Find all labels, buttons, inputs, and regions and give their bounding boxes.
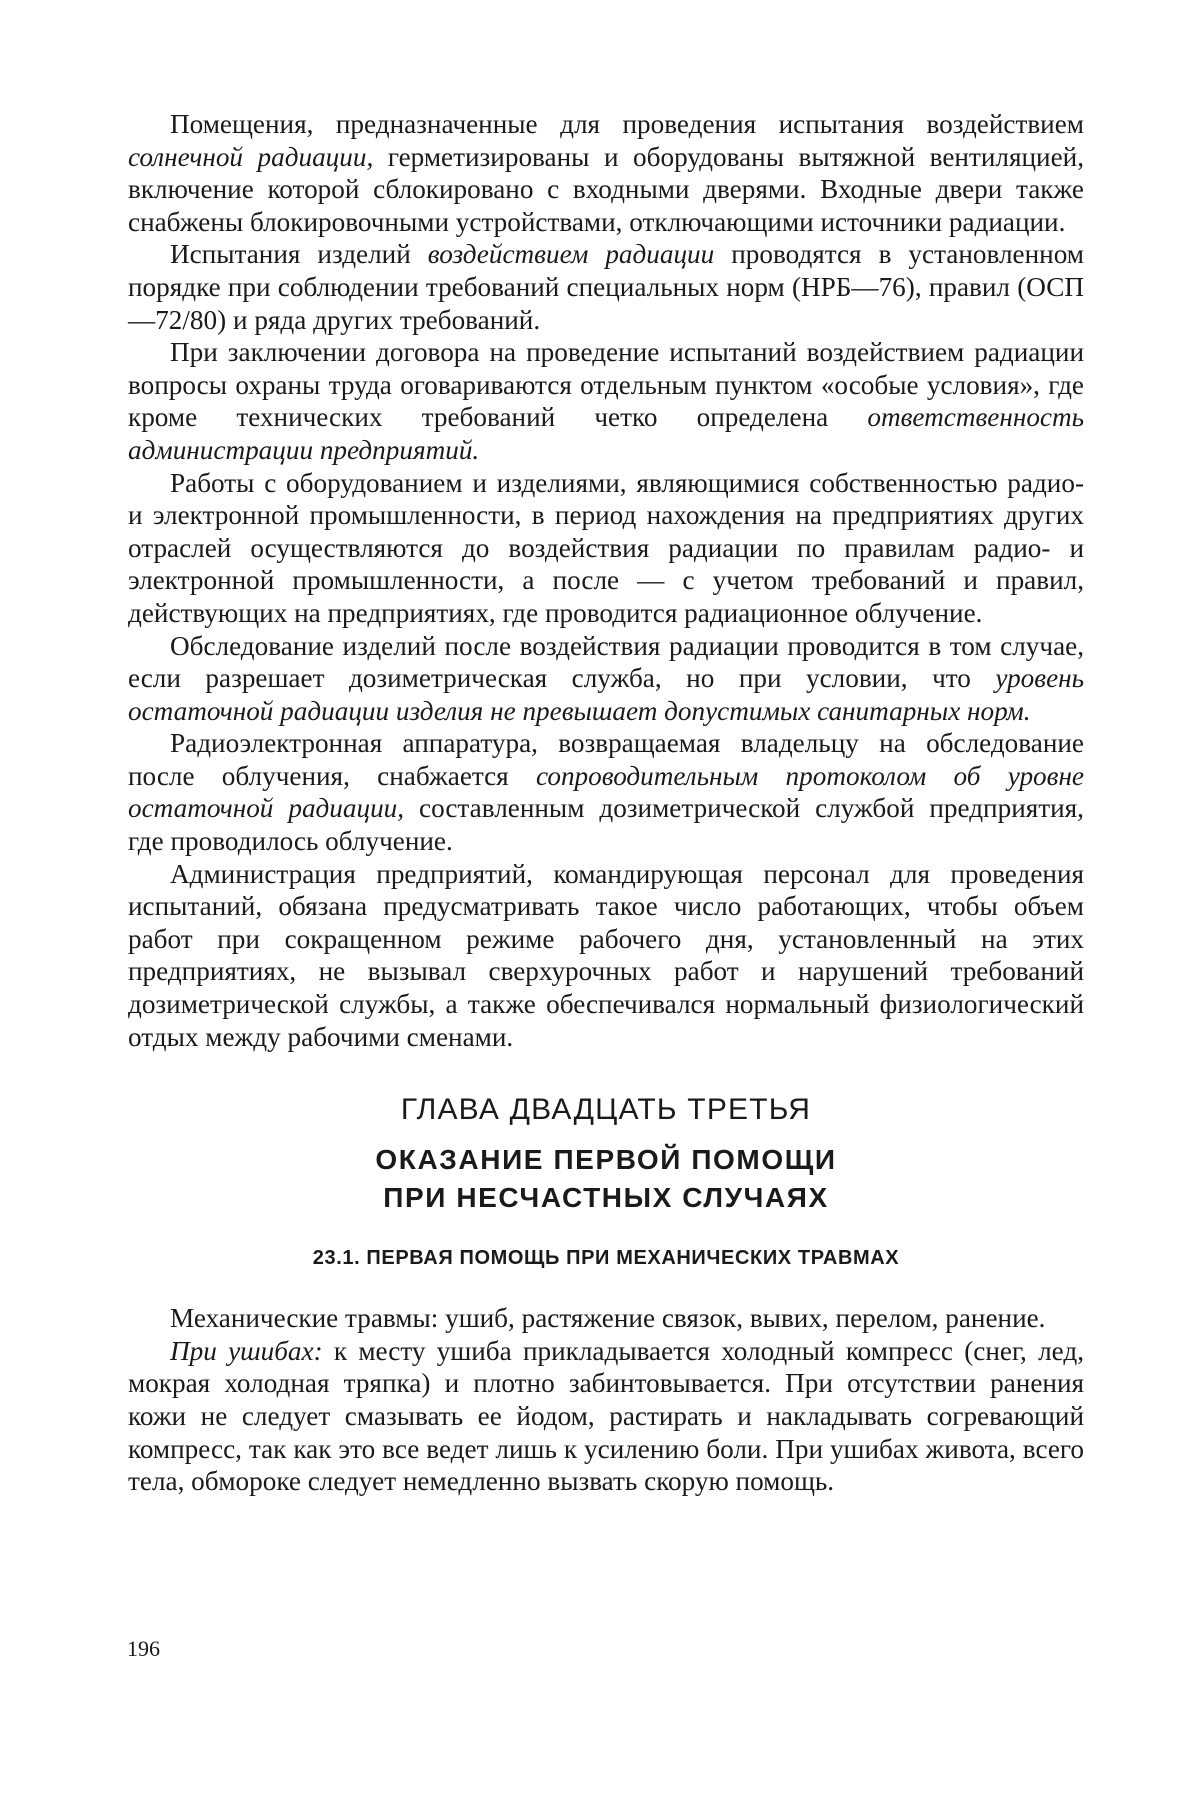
book-page <box>128 108 1084 1498</box>
emphasis-text: воздействием радиации <box>427 239 715 270</box>
paragraph-text: проводятся в установленном порядке при соблюдении требований специальных норм (НРБ—76), правил (ОСП—72/80) и ряда других требований. <box>128 239 1084 335</box>
paragraph-text: Радиоэлектронная аппаратура, возвращаемая владельцу на обследование после облучения, снабжается <box>128 728 1084 791</box>
top-paragraph-2 <box>128 238 1084 336</box>
paragraph-text: Администрация предприятий, командирующая персонал для проведения испытаний, обязана предусматривать такое число работающих, чтобы объем работ при сокращенном режиме рабочего дня, установленный на этих предприятиях, не вызывал сверхурочных работ и нарушений требований дозиметрической службы, а также обеспечивался нормальный физиологический отдых между рабочими сменами. <box>128 858 1084 1052</box>
bottom-paragraph-2 <box>128 1335 1084 1498</box>
section-heading: 23.1. ПЕРВАЯ ПОМОЩЬ ПРИ МЕХАНИЧЕСКИХ ТРАВМАХ <box>312 1247 900 1270</box>
emphasis-text: уровень остаточной радиации изделия не превышает допустимых санитарных норм. <box>128 663 1084 726</box>
paragraph-text: к месту ушиба прикладывается холодный компресс (снег, лед, мокрая холодная тряпка) и плотно забинтовывается. При отсутствии ранения кожи не следует смазывать ее йодом, растирать и накладывать согревающий компресс, так как это все ведет лишь к усилению боли. При ушибах живота, всего тела, обмороке следует немедленно вызвать скорую помощь. <box>128 1335 1084 1497</box>
chapter-title-line-1: ОКАЗАНИЕ ПЕРВОЙ ПОМОЩИ <box>375 1144 837 1176</box>
top-paragraph-5 <box>128 630 1084 728</box>
paragraph-text: При заключении договора на проведение испытаний воздействием радиации вопросы охраны труда оговариваются отдельным пунктом «особые условия», где кроме технических требований четко определена <box>128 337 1084 433</box>
chapter-number: ГЛАВА ДВАДЦАТЬ ТРЕТЬЯ <box>400 1093 812 1127</box>
body-text-bottom <box>128 1302 1084 1498</box>
emphasis-text: сопроводительным протоколом об уровне остаточной радиации, <box>128 760 1084 824</box>
body-text-top <box>128 108 1084 1053</box>
top-paragraph-7 <box>128 858 1084 1054</box>
paragraph-text: составленным дозиметрической службой предприятия, где проводилось облучение. <box>128 793 1084 857</box>
emphasis-text: солнечной радиации, <box>128 141 374 172</box>
chapter-heading <box>128 1093 1084 1217</box>
page-number: 196 <box>127 1636 160 1661</box>
paragraph-text: Работы с оборудованием и изделиями, являющимися собственностью радио- и электронной промышленности, в период нахождения на предприятиях других отраслей осуществляются до воздействия радиации по правилам радио- и электронной промышленности, а после — с учетом требований и правил, действующих на предприятиях, где проводится радиационное облучение. <box>128 467 1084 628</box>
emphasis-text: При ушибах: <box>170 1335 323 1366</box>
paragraph-text: герметизированы и оборудованы вытяжной вентиляцией, включение которой сблокировано с входными дверями. Входные двери также снабжены блокировочными устройствами, отключающими источники радиации. <box>128 141 1084 237</box>
paragraph-text: Механические травмы: ушиб, растяжение связок, вывих, перелом, ранение. <box>170 1303 1046 1334</box>
paragraph-text: Испытания изделий <box>170 239 428 270</box>
top-paragraph-1 <box>128 108 1084 238</box>
paragraph-text: Помещения, предназначенные для проведения испытания воздействием <box>170 109 1084 139</box>
chapter-title-line-2: ПРИ НЕСЧАСТНЫХ СЛУЧАЯХ <box>383 1182 829 1214</box>
top-paragraph-4 <box>128 467 1084 630</box>
bottom-paragraph-1 <box>128 1302 1084 1335</box>
paragraph-text: Обследование изделий после воздействия радиации проводится в том случае, если разрешает дозиметрическая служба, но при условии, что <box>128 630 1084 694</box>
top-paragraph-3 <box>128 336 1084 466</box>
emphasis-text: ответственность администрации предприятий. <box>128 402 1084 465</box>
top-paragraph-6 <box>128 727 1084 857</box>
